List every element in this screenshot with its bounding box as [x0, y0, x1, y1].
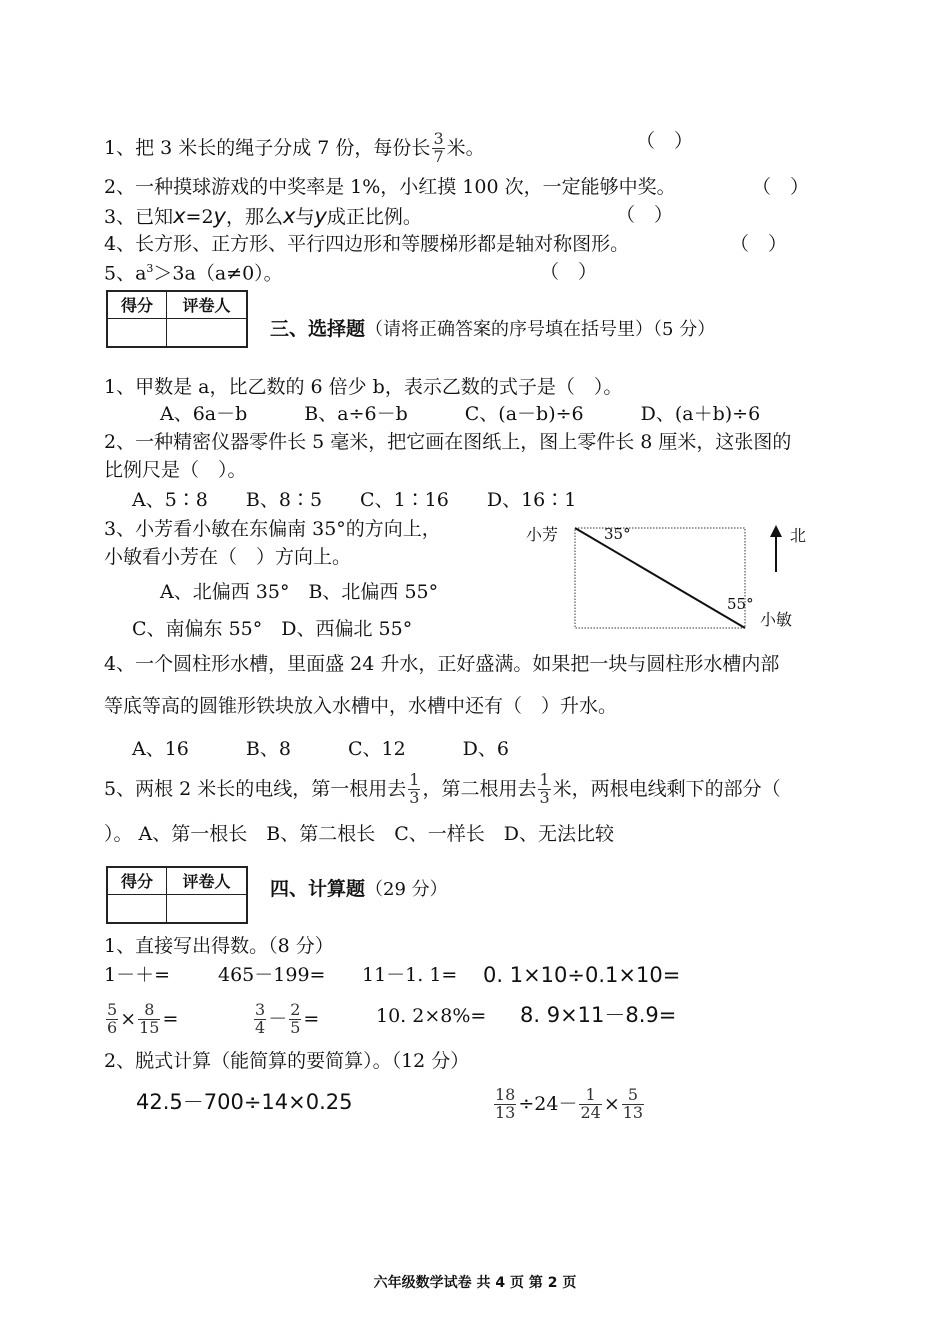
- calc-item: 465－199=: [218, 964, 326, 986]
- label-xiaofang: 小芳: [526, 525, 559, 544]
- fraction: $\frac{1}{3}$: [539, 769, 550, 807]
- mc-question-5-line1: 5、两根 2 米长的电线，第一根用去 $\frac{1}{3}$ ，第二根用去 $\frac{1}{3}$ 米，两根电线剩下的部分（: [104, 769, 781, 807]
- angle-35: 35°: [604, 525, 631, 543]
- score-cell[interactable]: [107, 318, 167, 347]
- answer-paren[interactable]: （ ）: [730, 233, 788, 255]
- mc-q2-options: A、5∶8 B、8∶5 C、1∶16 D、16∶1: [132, 489, 577, 511]
- fraction: $\frac{3}{7}$: [433, 128, 444, 166]
- mc-question-3-line2: 小敏看小芳在（ ）方向上。: [104, 546, 352, 568]
- calc-item-fraction: $\frac{5}{6}$ × $\frac{8}{15}$ =: [107, 999, 179, 1037]
- mc-q1-options: A、6a－b B、a÷6－b C、(a－b)÷6 D、(a＋b)÷6: [160, 403, 761, 425]
- score-label: 得分: [107, 867, 167, 894]
- fraction: $\frac{8}{15}$: [139, 999, 160, 1037]
- calc-item: 1－＋=: [104, 964, 171, 986]
- diagram-diagonal: [575, 528, 745, 628]
- calc-expression-2: $\frac{18}{13}$ ÷24－ $\frac{1}{24}$ × $\frac{5}{13}$: [495, 1084, 644, 1122]
- score-box: [106, 866, 248, 924]
- mc-question-4-line1: 4、一个圆柱形水槽，里面盛 24 升水，正好盛满。如果把一块与圆柱形水槽内部: [104, 653, 780, 675]
- score-box: [106, 290, 248, 348]
- tf-question-1: [104, 126, 485, 170]
- calc-item: 8. 9×11－8.9=: [520, 1003, 677, 1027]
- calc-part-1-title: 1、直接写出得数。（8 分）: [104, 935, 334, 957]
- label-xiaomin: 小敏: [760, 610, 793, 629]
- fraction: $\frac{1}{3}$: [409, 769, 420, 807]
- calc-item: 11－1. 1=: [362, 964, 458, 986]
- mc-question-5-line2: ）。 A、第一根长 B、第二根长 C、一样长 D、无法比较: [104, 823, 614, 845]
- section-3-title: 三、选择题: [270, 318, 366, 340]
- calc-item-fraction: $\frac{3}{4}$ － $\frac{2}{5}$ =: [255, 999, 320, 1037]
- section-4-note: （29 分）: [365, 879, 448, 900]
- calc-item: 10. 2×8%=: [376, 1005, 487, 1027]
- page-footer: 六年级数学试卷 共 4 页 第 2 页: [373, 1275, 577, 1291]
- angle-55: 55°: [727, 595, 754, 613]
- mc-question-2-line1: 2、一种精密仪器零件长 5 毫米，把它画在图纸上，图上零件长 8 厘米，这张图的: [104, 431, 792, 453]
- fraction: $\frac{5}{6}$: [107, 999, 118, 1037]
- calc-item: 0. 1×10÷0.1×10=: [483, 963, 681, 987]
- grader-label: 评卷人: [167, 291, 248, 318]
- fraction: $\frac{3}{4}$: [255, 999, 266, 1037]
- tf-question-5: 5、$a^3>3a(a\ne 0)$。: [104, 262, 283, 285]
- fraction: $\frac{2}{5}$: [290, 999, 301, 1037]
- section-3-heading: [270, 320, 715, 339]
- north-arrow-icon: [770, 525, 782, 537]
- answer-paren[interactable]: （ ）: [636, 130, 694, 152]
- tf-q1-post: 米。: [446, 136, 485, 159]
- mc-question-3-line1: 3、小芳看小敏在东偏南 35°的方向上，: [104, 518, 441, 540]
- score-label: 得分: [107, 291, 167, 318]
- calc-expression-1: 42.5－700÷14×0.25: [136, 1090, 353, 1114]
- mc-q3-options-ab: A、北偏西 35° B、北偏西 55°: [160, 581, 439, 603]
- fraction: $\frac{18}{13}$: [495, 1084, 516, 1122]
- section-4-title: 四、计算题: [270, 878, 366, 900]
- tf-q1-pre: 1、把 3 米长的绳子分成 7 份，每份长: [104, 136, 431, 159]
- mc-question-1: 1、甲数是 a，比乙数的 6 倍少 b，表示乙数的式子是（ ）。: [104, 376, 623, 398]
- tf-question-2: 2、一种摸球游戏的中奖率是 1%，小红摸 100 次，一定能够中奖。: [104, 176, 676, 198]
- fraction: $\frac{5}{13}$: [622, 1084, 644, 1122]
- label-north: 北: [790, 526, 807, 545]
- section-3-note: （请将正确答案的序号填在括号里）（5 分）: [365, 319, 716, 340]
- mc-question-2-line2: 比例尺是（ ）。: [104, 459, 247, 481]
- answer-paren[interactable]: （ ）: [752, 176, 810, 198]
- grader-cell[interactable]: [167, 894, 248, 923]
- mc-question-4-line2: 等底等高的圆锥形铁块放入水槽中，水槽中还有（ ）升水。: [104, 695, 618, 717]
- section-4-heading: [270, 880, 448, 899]
- grader-label: 评卷人: [167, 867, 248, 894]
- tf-question-4: 4、长方形、正方形、平行四边形和等腰梯形都是轴对称图形。: [104, 233, 630, 255]
- mc-q4-options: A、16 B、8 C、12 D、6: [132, 738, 509, 760]
- mc-q3-options-cd: C、南偏东 55° D、西偏北 55°: [132, 618, 413, 640]
- direction-diagram: [520, 515, 820, 635]
- fraction: $\frac{1}{24}$: [580, 1084, 601, 1122]
- tf-question-3: 3、已知x=2y，那么x与y成正比例。: [104, 204, 422, 228]
- answer-paren[interactable]: （ ）: [540, 261, 598, 283]
- grader-cell[interactable]: [167, 318, 248, 347]
- answer-paren[interactable]: （ ）: [616, 204, 674, 226]
- score-cell[interactable]: [107, 894, 167, 923]
- calc-part-2-title: 2、脱式计算（能简算的要简算）。（12 分）: [104, 1050, 470, 1072]
